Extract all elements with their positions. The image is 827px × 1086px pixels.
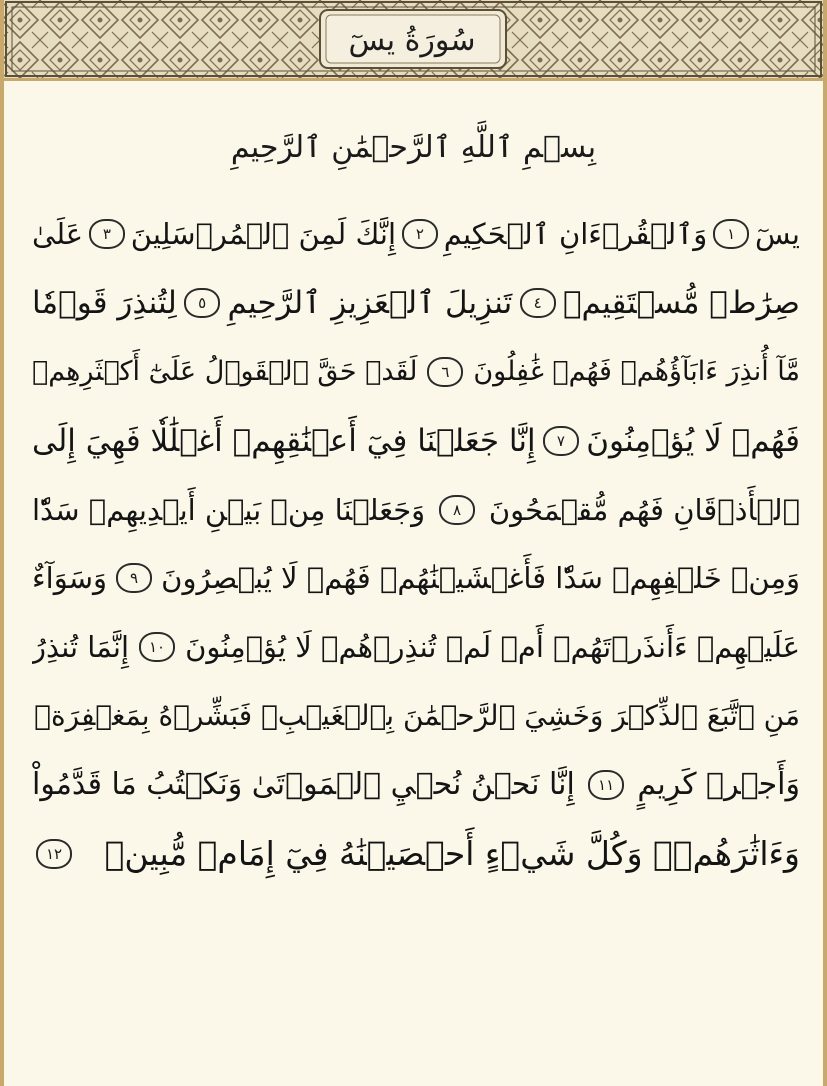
ayah-number-marker: ٩ [116,563,152,593]
ayah-number-marker: ٣ [89,219,125,249]
verse-line-4 [32,406,800,475]
surah-title: سُورَةُ يسٓ [348,22,476,58]
verse-lines [32,200,800,888]
ayah-number-marker: ١٠ [139,632,175,662]
verse-text: إِنَّمَا تُنذِرُ [32,630,129,665]
verse-text: وَءَاثَٰرَهُمۡۚ وَكُلَّ شَيۡءٍ أَحۡصَيۡنَٰهُ فِيٓ إِمَامٖ مُّبِينٖ [104,834,800,874]
ayah-number-marker: ٦ [427,357,463,387]
verse-text: إِنَّا نَحۡنُ نُحۡيِ ٱلۡمَوۡتَىٰ وَنَكۡتُبُ مَا قَدَّمُواْ [32,767,575,803]
ayah-number-marker: ١١ [588,770,624,800]
verse-text: تَنزِيلَ ٱلۡعَزِيزِ ٱلرَّحِيمِ [227,285,513,322]
verse-text: إِنَّكَ لَمِنَ ٱلۡمُرۡسَلِينَ [130,217,397,252]
verse-text: وَجَعَلۡنَا مِنۢ بَيۡنِ أَيۡدِيهِمۡ سَدّٗا [32,492,426,527]
ayah-number-marker: ٧ [543,426,579,456]
verse-text: عَلَيۡهِمۡ ءَأَنذَرۡتَهُمۡ أَمۡ لَمۡ تُنذِرۡهُمۡ لَا يُؤۡمِنُونَ [185,630,800,665]
verse-text: لِتُنذِرَ قَوۡمٗا [32,285,177,322]
ayah-number-marker: ٨ [439,495,475,525]
verse-text: مَّآ أُنذِرَ ءَابَآؤُهُمۡ فَهُمۡ غَٰفِلُونَ [473,356,800,388]
verse-text: إِنَّا جَعَلۡنَا فِيٓ أَعۡنَٰقِهِمۡ أَغۡلَٰلٗا فَهِيَ إِلَى [32,422,536,459]
verse-text: وَأَجۡرٖ كَرِيمٍ [637,767,800,803]
verse-text: فَهُمۡ لَا يُؤۡمِنُونَ [586,422,800,459]
verse-text: وَٱلۡقُرۡءَانِ ٱلۡحَكِيمِ [443,217,708,252]
verse-line-8 [32,682,800,751]
verse-line-1 [32,200,800,269]
verse-line-6 [32,544,800,613]
surah-header-banner [0,0,827,90]
page-frame-left [0,0,4,1086]
verse-text: صِرَٰطٖ مُّسۡتَقِيمٖ [562,285,800,322]
ayah-number-marker: ٤ [520,288,556,318]
verse-line-9 [32,750,800,819]
verse-line-2 [32,269,800,338]
verse-text: ٱلۡأَذۡقَانِ فَهُم مُّقۡمَحُونَ [488,492,800,527]
ayah-number-marker: ١ [713,219,749,249]
verse-line-3 [32,338,800,407]
ayah-number-marker: ٥ [184,288,220,318]
verse-line-7 [32,613,800,682]
verse-text: وَسَوَآءٌ [32,561,107,596]
verse-text: لَقَدۡ حَقَّ ٱلۡقَوۡلُ عَلَىٰٓ أَكۡثَرِهِمۡ [32,356,418,388]
verse-text: يسٓ [754,217,800,252]
page-frame-right [823,0,827,1086]
verse-text: مَنِ ٱتَّبَعَ ٱلذِّكۡرَ وَخَشِيَ ٱلرَّحۡمَٰنَ بِٱلۡغَيۡبِۖ فَبَشِّرۡهُ بِمَغۡفِرَةٖ [34,699,800,733]
verse-line-10 [32,819,800,888]
ayah-number-marker: ٢ [402,219,438,249]
verse-line-5 [32,475,800,544]
basmala: بِسۡمِ ٱللَّهِ ٱلرَّحۡمَٰنِ ٱلرَّحِيمِ [230,130,597,165]
verse-text: عَلَىٰ [32,217,84,252]
verse-text: وَمِنۡ خَلۡفِهِمۡ سَدّٗا فَأَغۡشَيۡنَٰهُمۡ فَهُمۡ لَا يُبۡصِرُونَ [161,561,800,596]
ayah-number-marker: ١٢ [36,839,72,869]
